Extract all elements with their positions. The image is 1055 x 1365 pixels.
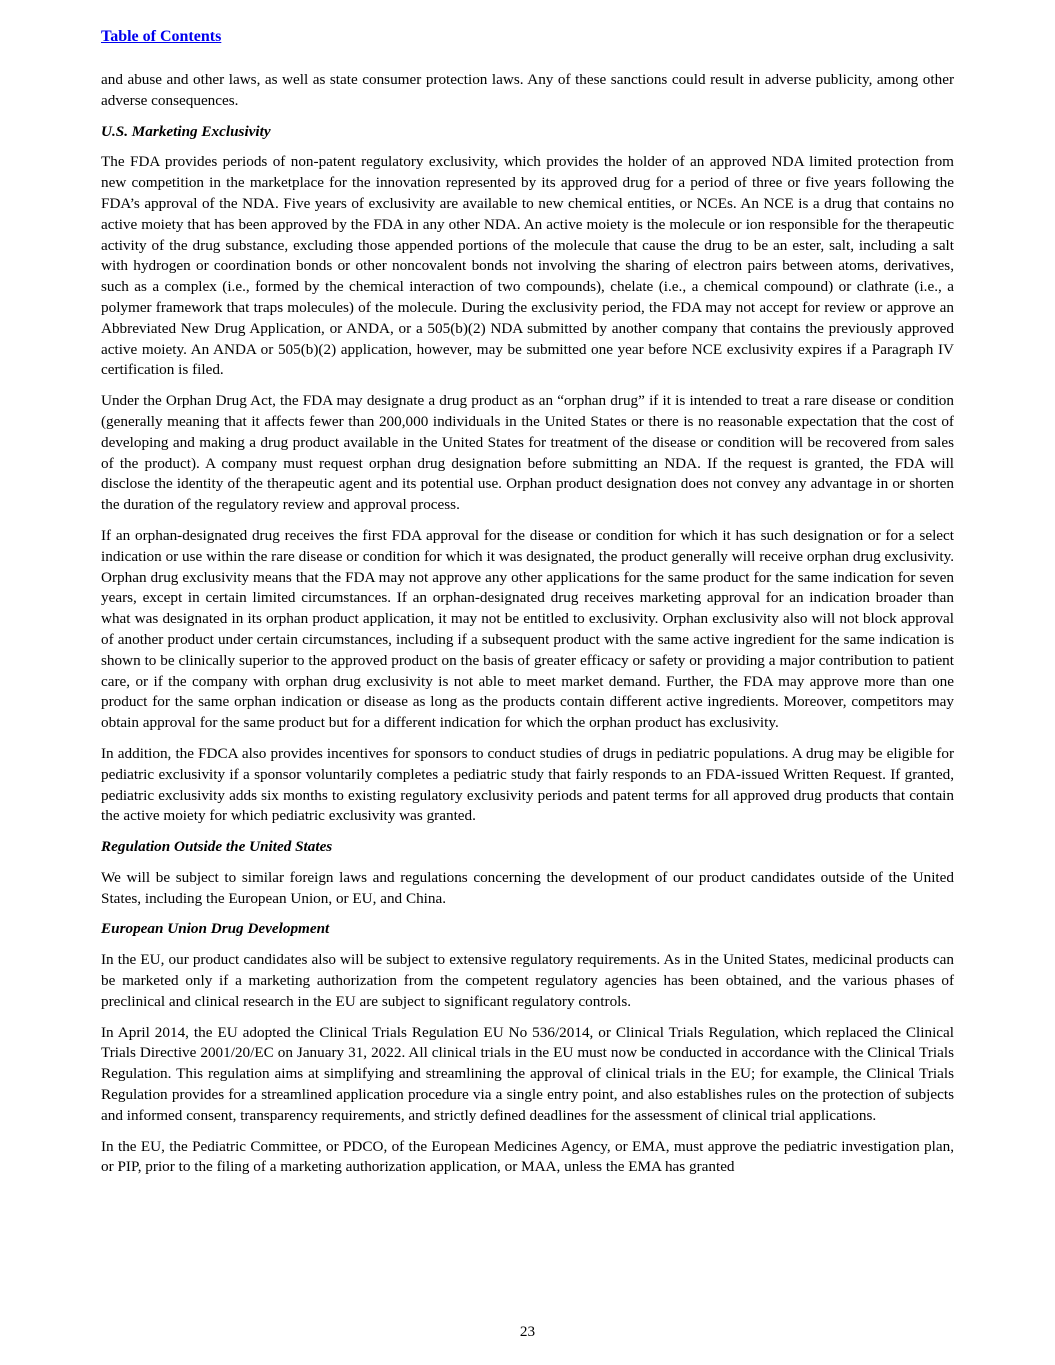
paragraph-foreign-laws: We will be subject to similar foreign laws and regulations concerning the development of our product candidates outside of the United States, including the European Union, or EU, and China. [101, 868, 954, 907]
paragraph-orphan-exclusivity: If an orphan-designated drug receives the first FDA approval for the disease or condition for which it has such designation or for a select indication or use within the rare disease or condition for which it was designated, the product generally will receive orphan drug exclusivity. Orphan drug exclusivity means that the FDA may not approve any other applications for the same product for the same indication for seven years, except in certain limited circumstances. If an orphan-designated drug receives marketing approval for an indication broader than what was designated in its orphan product application, it may not be entitled to exclusivity. Orphan exclusivity also will not block approval of another product under certain circumstances, including if a subsequent product with the same active ingredient for the same indication is shown to be clinically superior to the approved product on the basis of greater efficacy or safety or providing a major contribution to patient care, or if the company with orphan drug exclusivity is not able to meet market demand. Further, the FDA may approve more than one product for the same orphan indication or disease as long as the products contain different active ingredients. Moreover, competitors may obtain approval for the same product but for a different indication for which the orphan product has exclusivity. [101, 526, 954, 732]
table-of-contents-link[interactable]: Table of Contents [101, 28, 222, 45]
heading-regulation-outside-us: Regulation Outside the United States [101, 838, 333, 856]
paragraph-orphan-drug-act: Under the Orphan Drug Act, the FDA may designate a drug product as an “orphan drug” if it is intended to treat a rare disease or condition (generally meaning that it affects fewer than 200,000 individuals in the United States or there is no reasonable expectation that the cost of developing and making a drug product available in the United States for treatment of the disease or condition will be recovered from sales of the product). A company must request orphan drug designation before submitting an NDA. If the request is granted, the FDA will disclose the identity of the therapeutic agent and its potential use. Orphan product designation does not convey any advantage in or shorten the duration of the regulatory review and approval process. [101, 392, 954, 514]
paragraph-pdco-pip: In the EU, the Pediatric Committee, or PDCO, of the European Medicines Agency, or EMA, must approve the pediatric investigation plan, or PIP, prior to the filing of a marketing authorization application, or MAA, unless the EMA has granted [101, 1137, 954, 1176]
paragraph-sanctions-continued: and abuse and other laws, as well as state consumer protection laws. Any of these sanctions could result in adverse publicity, among other adverse consequences. [101, 71, 954, 109]
paragraph-pediatric-exclusivity: In addition, the FDCA also provides incentives for sponsors to conduct studies of drugs in pediatric populations. A drug may be eligible for pediatric exclusivity if a sponsor voluntarily completes a pediatric study that fairly responds to an FDA-issued Written Request. If granted, pediatric exclusivity adds six months to existing regulatory exclusivity periods and patent terms for all approved drug products that contain the active moiety for which pediatric exclusivity was granted. [101, 744, 954, 825]
paragraph-fda-exclusivity: The FDA provides periods of non-patent regulatory exclusivity, which provides the holder of an approved NDA limited protection from new competition in the marketplace for the innovation represented by its approved drug for a period of three or five years following the FDA’s approval of the NDA. Five years of exclusivity are available to new chemical entities, or NCEs. An NCE is a drug that contains no active moiety that has been approved by the FDA in any other NDA. An active moiety is the molecule or ion responsible for the therapeutic activity of the drug substance, excluding those appended portions of the molecule that cause the drug to be an ester, salt, including a salt with hydrogen or coordination bonds or other noncovalent bonds not involving the sharing of electron pairs between atoms, derivatives, such as a complex (i.e., formed by the chemical interaction of two compounds), chelate (i.e., a chemical compound) or clathrate (i.e., a polymer framework that traps molecules) of the molecule. During the exclusivity period, the FDA may not accept for review or approve an Abbreviated New Drug Application, or ANDA, or a 505(b)(2) NDA submitted by another company that contains the previously approved active moiety. An ANDA or 505(b)(2) application, however, may be submitted one year before NCE exclusivity expires if a Paragraph IV certification is filed. [101, 153, 954, 379]
paragraph-clinical-trials-regulation: In April 2014, the EU adopted the Clinical Trials Regulation EU No 536/2014, or Clinical Trials Regulation, which replaced the Clinical Trials Directive 2001/20/EC on January 31, 2022. All clinical trials in the EU must now be conducted in accordance with the Clinical Trials Regulation. This regulation aims at simplifying and streamlining the approval of clinical trials in the EU; for example, the Clinical Trials Regulation provides for a streamlined application procedure via a single entry point, and also establishes rules on the protection of subjects and informed consent, transparency requirements, and strictly defined deadlines for the assessment of clinical trial applications. [101, 1023, 954, 1124]
page-number: 23 [519, 1323, 536, 1340]
heading-eu-drug-development: European Union Drug Development [101, 920, 330, 938]
heading-us-marketing-exclusivity: U.S. Marketing Exclusivity [101, 122, 271, 140]
document-page [101, 26, 954, 1188]
document-body [101, 70, 954, 1178]
paragraph-eu-requirements: In the EU, our product candidates also will be subject to extensive regulatory requirements. As in the United States, medicinal products can be marketed only if a marketing authorization from the competent regulatory agencies has been obtained, and the various phases of preclinical and clinical research in the EU are subject to significant regulatory controls. [101, 951, 954, 1010]
